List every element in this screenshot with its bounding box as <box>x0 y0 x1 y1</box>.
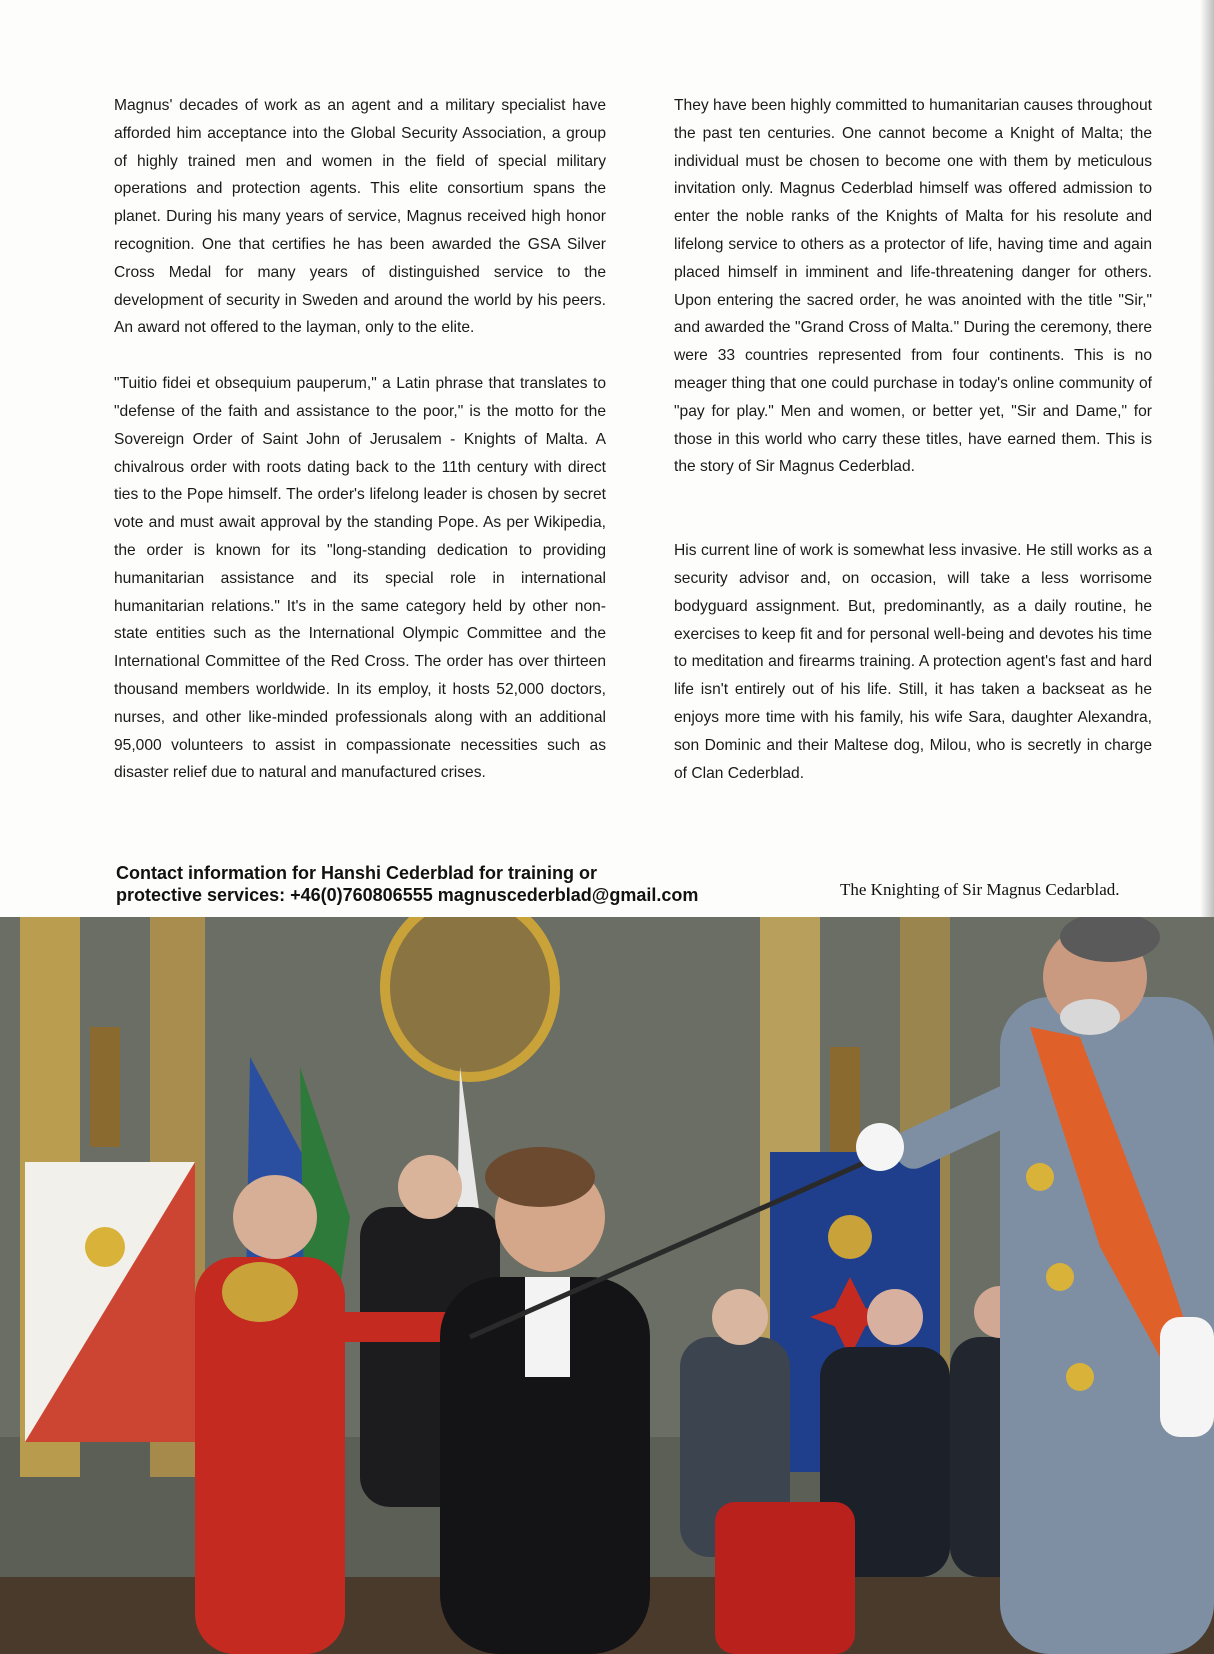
photo-caption: The Knighting of Sir Magnus Cedarblad. <box>840 880 1120 899</box>
contact-information <box>116 862 736 906</box>
ceremony-illustration <box>0 917 1214 1654</box>
left-paragraph-2: "Tuitio fidei et obsequium pauperum," a Latin phrase that translates to "defense of the faith and assistance to the poor," is the motto for the Sovereign Order of Saint John of Jerusalem - Knights of Malta. A chivalrous order with roots dating back to the 11th century with direct ties to the Pope himself. The order's lifelong leader is chosen by secret vote and must await approval by the standing Pope. As per Wikipedia, the order is known for its "long-standing dedication to providing humanitarian assistance and its special role in international humanitarian relations." It's in the same category held by other non-state entities such as the International Olympic Committee and the International Committee of the Red Cross. The order has over thirteen thousand members worldwide. In its employ, it hosts 52,000 doctors, nurses, and other like-minded professionals along with an additional 95,000 volunteers to assist in compassionate necessities such as disaster relief due to natural and manufactured crises. <box>114 375 606 782</box>
right-paragraph-2: His current line of work is somewhat less invasive. He still works as a security advisor and, on occasion, will take a less worrisome bodyguard assignment. But, predominantly, as a daily routine, he exercises to keep fit and for personal well-being and devotes his time to meditation and firearms training. A protection agent's fast and hard life isn't entirely out of his life. Still, it has taken a backseat as he enjoys more time with his family, his wife Sara, daughter Alexandra, son Dominic and their Maltese dog, Milou, who is secretly in charge of Clan Cederblad. <box>674 542 1152 782</box>
left-paragraph-1: Magnus' decades of work as an agent and a military specialist have afforded him acceptance into the Global Security Association, a group of highly trained men and women in the field of special military operations and protection agents. This elite consortium spans the planet. During his many years of service, Magnus received high honor recognition. One that certifies he has been awarded the GSA Silver Cross Medal for many years of distinguished service to the development of security in Sweden and around the world by his peers. An award not offered to the layman, only to the elite. <box>114 97 606 337</box>
contact-line-1: Contact information for Hanshi Cederblad for training or <box>116 863 598 883</box>
contact-line-2: protective services: +46(0)760806555 magnuscederblad@gmail.com <box>116 885 699 905</box>
page-edge-shadow <box>1200 0 1214 920</box>
right-paragraph-1: They have been highly committed to humanitarian causes throughout the past ten centuries. One cannot become a Knight of Malta; the individual must be chosen to become one with them by meticulous invitation only. Magnus Cederblad himself was offered admission to enter the noble ranks of the Knights of Malta for his resolute and lifelong service to others as a protector of life, having time and again placed himself in imminent and life-threatening danger for others. Upon entering the sacred order, he was anointed with the title "Sir," and awarded the "Grand Cross of Malta." During the ceremony, there were 33 countries represented from four continents. This is no meager thing that one could purchase in today's online community of "pay for play." Men and women, or better yet, "Sir and Dame," for those in this world who carry these titles, have earned them. This is the story of Sir Magnus Cederblad. <box>674 97 1152 476</box>
left-column <box>114 92 606 787</box>
knighting-ceremony-photo <box>0 917 1214 1654</box>
right-column <box>674 92 1152 787</box>
